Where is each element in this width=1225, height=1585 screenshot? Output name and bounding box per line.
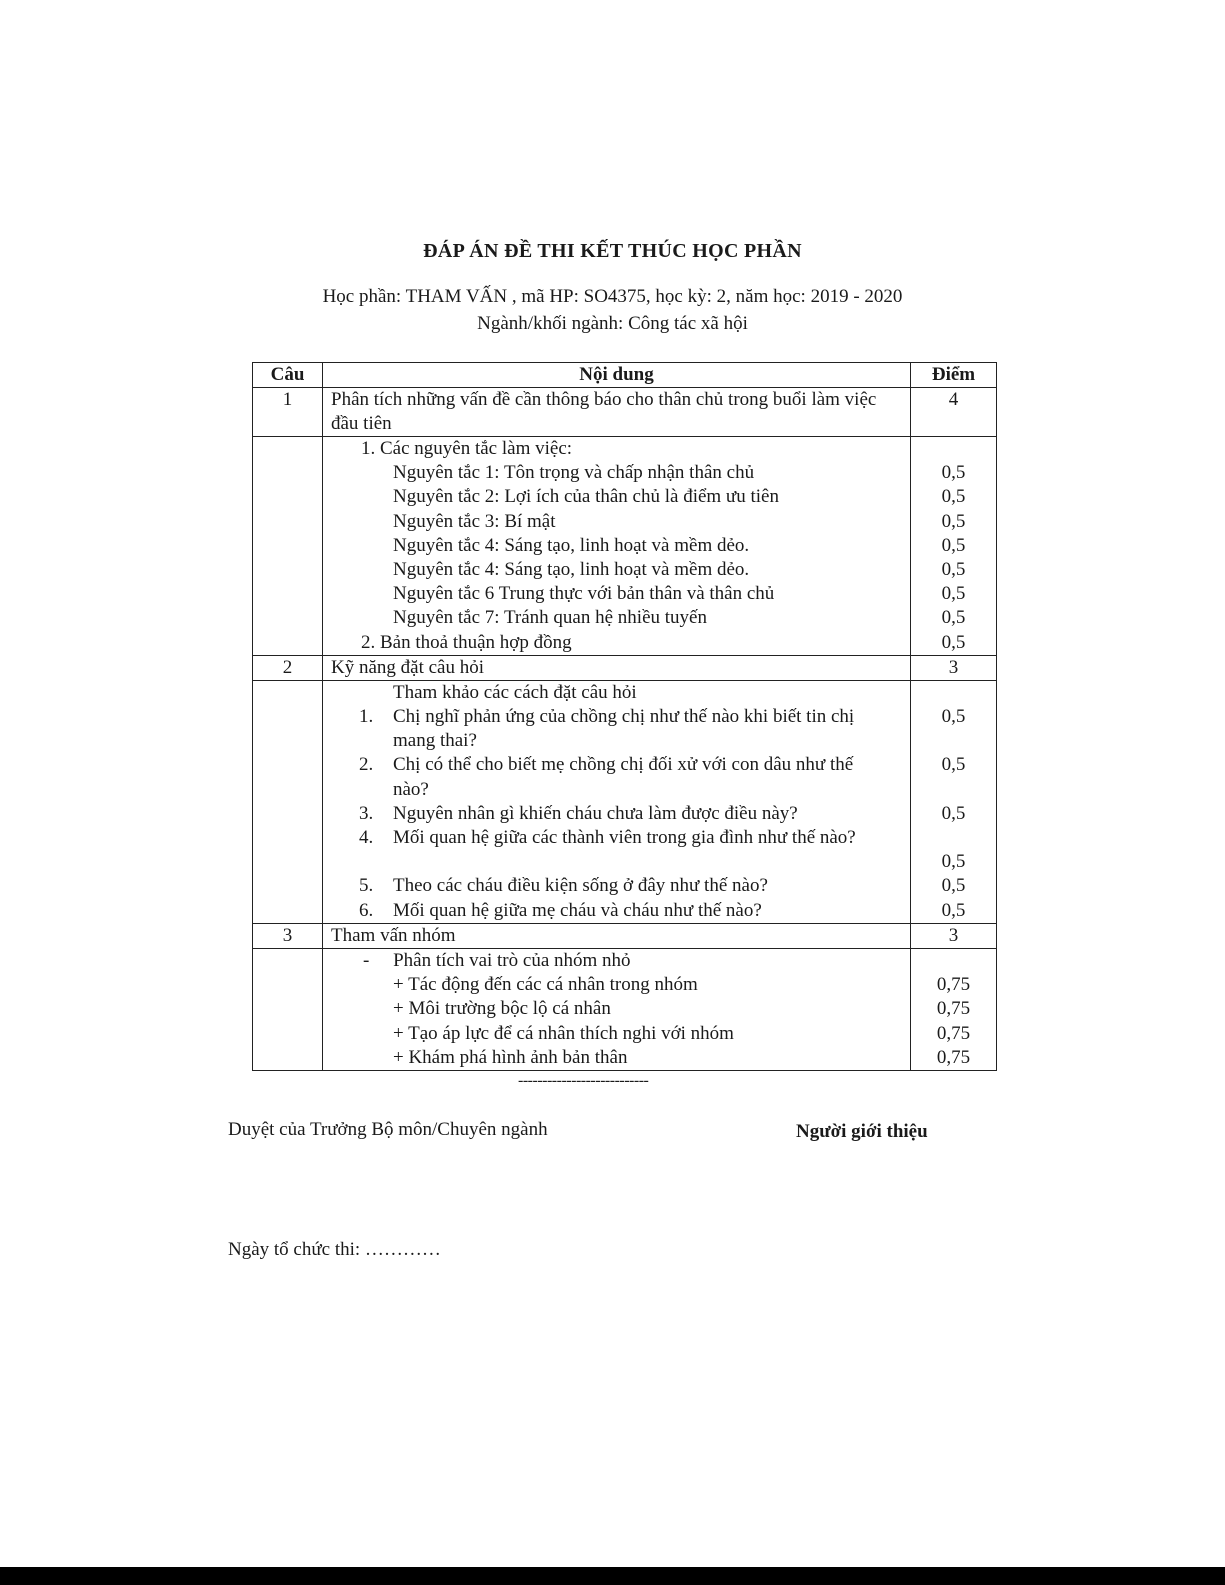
table-row [253,680,997,923]
page-title: ĐÁP ÁN ĐỀ THI KẾT THÚC HỌC PHẦN [423,240,802,262]
answer-details [323,680,911,923]
table-row [253,923,997,948]
list-item: Nguyên tắc 4: Sáng tạo, linh hoạt và mềm dẻo. [393,558,750,580]
list-item [331,753,910,801]
item-text: Mối quan hệ giữa các thành viên trong gia đình như thế nào? [393,827,856,849]
points-value: 0,5 [941,558,966,580]
item-number: 2. [359,754,374,776]
points-value: 0,5 [941,534,966,556]
separator-line: --------------------------- [518,1072,649,1089]
question-text [323,655,911,680]
list-item: + Khám phá hình ảnh bản thân [393,1046,628,1068]
approval-label: Duyệt của Trưởng Bộ môn/Chuyên ngành [228,1119,548,1140]
item-text: Mối quan hệ giữa mẹ cháu và cháu như thế nào? [393,899,762,921]
points-value: 0,5 [941,899,966,921]
scan-edge [0,1567,1225,1585]
points-column [911,680,997,923]
question-points [911,655,997,680]
points-spacer [911,437,996,461]
points-spacer [911,826,996,850]
question-text [323,923,911,948]
item-number: 6. [359,899,374,921]
header-diem: Điểm [911,363,997,388]
list-item [331,874,910,898]
course-info: Học phần: THAM VẤN , mã HP: SO4375, học kỳ: 2, năm học: 2019 - 2020 [322,286,903,307]
list-item: 1. Các nguyên tắc làm việc: [361,438,573,459]
points-spacer [911,949,996,973]
list-item: Nguyên tắc 1: Tôn trọng và chấp nhận thân chủ [393,462,755,484]
question-number: 3 [253,923,323,948]
list-item: + Tác động đến các cá nhân trong nhóm [393,974,698,996]
table-header-row [253,363,997,388]
list-item: Nguyên tắc 6 Trung thực với bản thân và thân chủ [393,583,775,605]
points-value: 0,5 [941,851,966,873]
points-value: 0,5 [941,754,966,776]
points-value: 0,5 [941,510,966,532]
points-value: 0,5 [941,631,966,653]
list-item [331,826,910,874]
question-text-q1: Phân tích những vấn đề cần thông báo cho thân chủ trong buổi làm việc đầu tiên [331,389,877,434]
item-number: 4. [359,827,374,849]
item-number: 3. [359,802,374,824]
points-value: 0,5 [941,706,966,728]
points-spacer [911,729,996,753]
question-points [911,923,997,948]
empty-cell [253,437,323,656]
table-row [253,948,997,1070]
list-intro: - Phân tích vai trò của nhóm nhỏ [363,949,631,971]
points-column [911,437,997,656]
list-item: 2. Bản thoả thuận hợp đồng [361,631,572,653]
header-cau: Câu [253,363,323,388]
list-item: + Tạo áp lực để cá nhân thích nghi với nhóm [393,1022,734,1044]
item-number: 1. [359,706,374,728]
points-value: 3 [948,656,959,678]
points-value: 0,5 [941,802,966,824]
points-spacer [911,778,996,802]
question-text-q2: Kỹ năng đặt câu hỏi [331,656,485,678]
header-noi-dung: Nội dung [323,363,911,388]
empty-cell [253,680,323,923]
list-item: + Môi trường bộc lộ cá nhân [393,998,611,1020]
list-item [331,705,910,753]
question-text [323,388,911,437]
exam-date-label: Ngày tổ chức thi: ………… [228,1239,441,1260]
list-item [331,899,910,923]
points-value: 0,5 [941,486,966,508]
points-value: 0,75 [936,998,971,1020]
item-text: Nguyên nhân gì khiến cháu chưa làm được điều này? [393,802,798,824]
points-value: 0,5 [941,462,966,484]
table-row [253,437,997,656]
points-value: 4 [948,389,959,410]
answer-details [323,948,911,1070]
points-value: 0,5 [941,875,966,897]
table-row [253,388,997,437]
question-points [911,388,997,437]
list-item: Nguyên tắc 4: Sáng tạo, linh hoạt và mềm dẻo. [393,534,750,556]
question-number: 1 [253,388,323,437]
item-number: 5. [359,875,374,897]
points-value: 3 [948,924,959,946]
points-value: 0,75 [936,974,971,996]
question-number: 2 [253,655,323,680]
question-text-q3: Tham vấn nhóm [331,924,456,946]
list-item: Nguyên tắc 3: Bí mật [393,510,556,532]
item-text: Theo các cháu điều kiện sống ở đây như thế nào? [393,875,768,897]
points-spacer [911,681,996,705]
points-value: 0,5 [941,583,966,605]
item-text: Chị có thể cho biết mẹ chồng chị đối xử với con dâu như thế nào? [393,754,854,800]
list-item: Nguyên tắc 7: Tránh quan hệ nhiều tuyến [393,607,707,629]
list-item: Nguyên tắc 2: Lợi ích của thân chủ là điểm ưu tiên [393,486,779,508]
empty-cell [253,948,323,1070]
introducer-label: Người giới thiệu [796,1121,928,1142]
list-item [331,802,910,826]
points-column [911,948,997,1070]
points-value: 0,75 [936,1022,971,1044]
answer-table [252,362,997,1071]
list-intro: Tham khảo các cách đặt câu hỏi [393,681,637,703]
points-value: 0,75 [936,1046,971,1068]
points-value: 0,5 [941,607,966,629]
answer-details [323,437,911,656]
major-info: Ngành/khối ngành: Công tác xã hội [477,313,748,334]
item-text: Chị nghĩ phản ứng của chồng chị như thế nào khi biết tin chị mang thai? [393,706,855,752]
table-row [253,655,997,680]
